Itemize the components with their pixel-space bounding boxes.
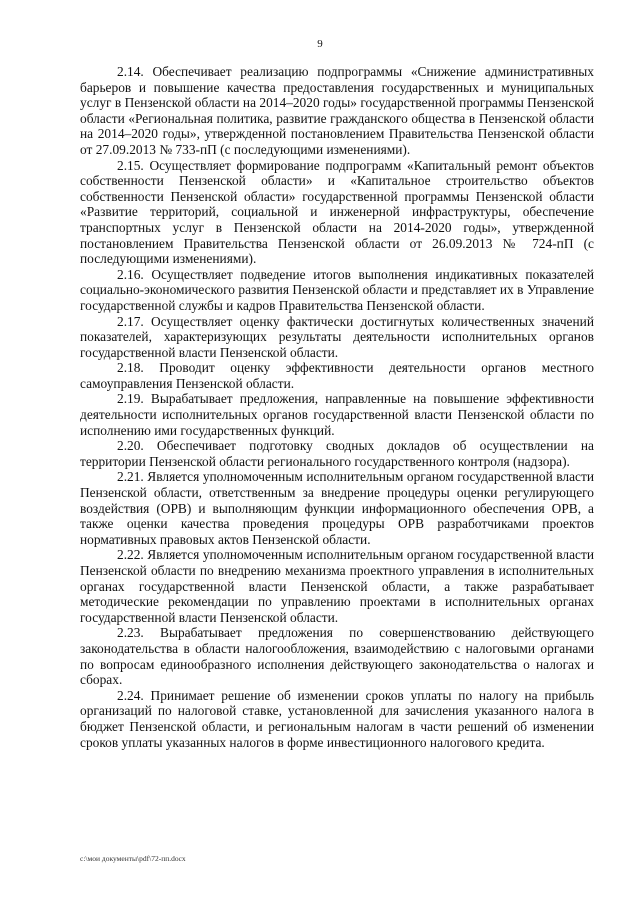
paragraph-2-24: 2.24. Принимает решение об изменении сроков уплаты по налогу на прибыль организаций по налоговой ставке, установленной для зачисления указанного налога в бюджет Пензенской области, и региональным налогам в части решений об изменении сроков уплаты указанных налогов в форме инвестиционного налогового кредита. xyxy=(80,687,594,750)
paragraph-2-14: 2.14. Обеспечивает реализацию подпрограммы «Снижение административных барьеров и повышение качества предоставления государственных и муниципальных услуг в Пензенской области на 2014–2020 годы» государственной программы Пензенской области «Региональная политика, развитие гражданского общества в Пензенской области на 2014–2020 годы», утвержденной постановлением Правительства Пензенской области от 27.09.2013 № 733-пП (с последующими изменениями). xyxy=(80,64,594,157)
paragraph-2-20: 2.20. Обеспечивает подготовку сводных докладов об осуществлении на территории Пензенской области регионального государственного контроля (надзора). xyxy=(80,438,594,469)
footer-file-path: c:\мои документы\pdf\72-пп.docx xyxy=(80,854,186,863)
paragraph-2-23: 2.23. Вырабатывает предложения по совершенствованию действующего законодательства в области налогообложения, взаимодействию с налоговыми органами по вопросам единообразного исполнения действующего законодательства о налогах и сборах. xyxy=(80,625,594,688)
document-body xyxy=(80,64,594,750)
paragraph-2-22: 2.22. Является уполномоченным исполнительным органом государственной власти Пензенской области по внедрению механизма проектного управления в исполнительных органах государственной власти Пензенской области, а также разрабатывает методические рекомендации по управлению проектами в исполнительных органах государственной власти Пензенской области. xyxy=(80,547,594,625)
paragraph-2-16: 2.16. Осуществляет подведение итогов выполнения индикативных показателей социально-экономического развития Пензенской области и представляет их в Управление государственной службы и кадров Правительства Пензенской области. xyxy=(80,266,594,313)
page-number: 9 xyxy=(317,38,323,50)
paragraph-2-21: 2.21. Является уполномоченным исполнительным органом государственной власти Пензенской области, ответственным за внедрение процедуры оценки регулирующего воздействия (ОРВ) и выполняющим функции информационного обеспечения ОРВ, а также оценки качества проведения процедуры ОРВ разработчиками проектов нормативных правовых актов Пензенской области. xyxy=(80,469,594,547)
paragraph-2-19: 2.19. Вырабатывает предложения, направленные на повышение эффективности деятельности исполнительных органов государственной власти Пензенской области по исполнению ими государственных функций. xyxy=(80,391,594,438)
paragraph-2-18: 2.18. Проводит оценку эффективности деятельности органов местного самоуправления Пензенской области. xyxy=(80,360,594,391)
paragraph-2-15: 2.15. Осуществляет формирование подпрограмм «Капитальный ремонт объектов собственности Пензенской области» и «Капитальное строительство объектов собственности Пензенской области» государственной программы Пензенской области «Развитие территорий, социальной и инженерной инфраструктуры, обеспечение транспортных услуг в Пензенской области на 2014-2020 годы», утвержденной постановлением Правительства Пензенской области от 26.09.2013 № 724-пП (с последующими изменениями). xyxy=(80,157,594,267)
paragraph-2-17: 2.17. Осуществляет оценку фактически достигнутых количественных значений показателей, характеризующих результаты деятельности исполнительных органов государственной власти Пензенской области. xyxy=(80,313,594,360)
